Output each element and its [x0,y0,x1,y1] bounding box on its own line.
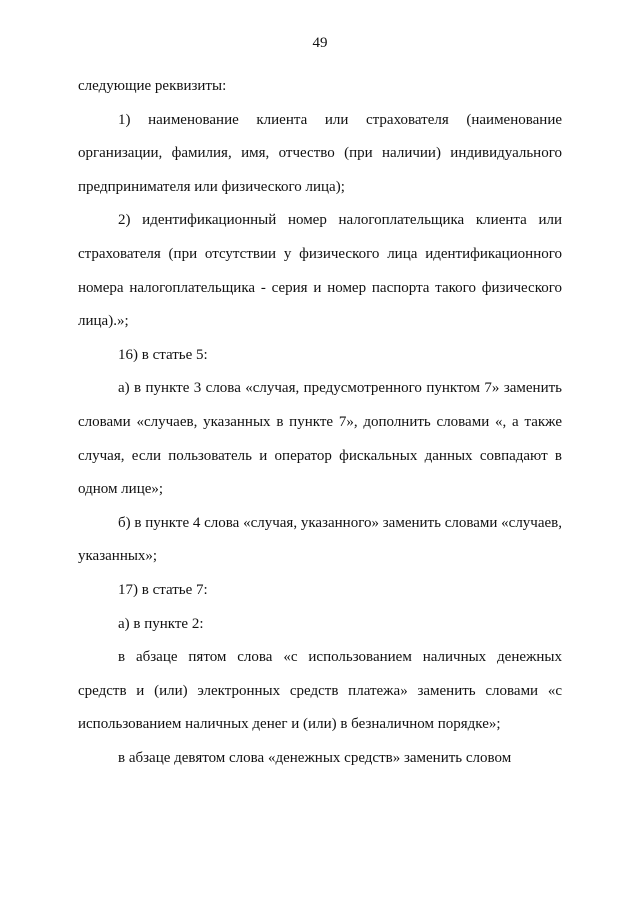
paragraph-abzac-nine: в абзаце девятом слова «денежных средств» заменить словом [118,749,512,766]
page-number: 49 [312,35,328,51]
paragraph-article-5-point-3: а) в пункте 3 слова «случая, предусмотренного пунктом 7» заменить словами «случаев, указанных в пункте 7», дополнить словами «, а также случая, если пользователь и оператор фискальных данных совпадают в одном лице»; [78,380,562,498]
paragraph-item-2-taxpayer-id: 2) идентификационный номер налогоплательщика клиента или страхователя (при отсутствии у физического лица идентификационного номера налогоплательщика - серия и номер паспорта такого физического лица).»; [78,212,562,330]
paragraph-article-5-point-4: б) в пункте 4 слова «случая, указанного» заменить словами «случаев, указанных»; [78,514,562,565]
paragraph-article-7-point-2: а) в пункте 2: [118,615,204,632]
paragraph-abzac-five: в абзаце пятом слова «с использованием наличных денежных средств и (или) электронных средств платежа» заменить словами «с использованием наличных денег и (или) в безналичном порядке»; [78,649,562,733]
paragraph-article-7-heading: 17) в статье 7: [118,581,208,598]
document-body [78,70,562,775]
paragraph-item-1-client-name: 1) наименование клиента или страхователя (наименование организации, фамилия, имя, отчество (при наличии) индивидуального предпринимателя или физического лица); [78,111,562,195]
paragraph-article-5-heading: 16) в статье 5: [118,346,208,363]
paragraph-requisites-intro: следующие реквизиты: [78,78,227,94]
